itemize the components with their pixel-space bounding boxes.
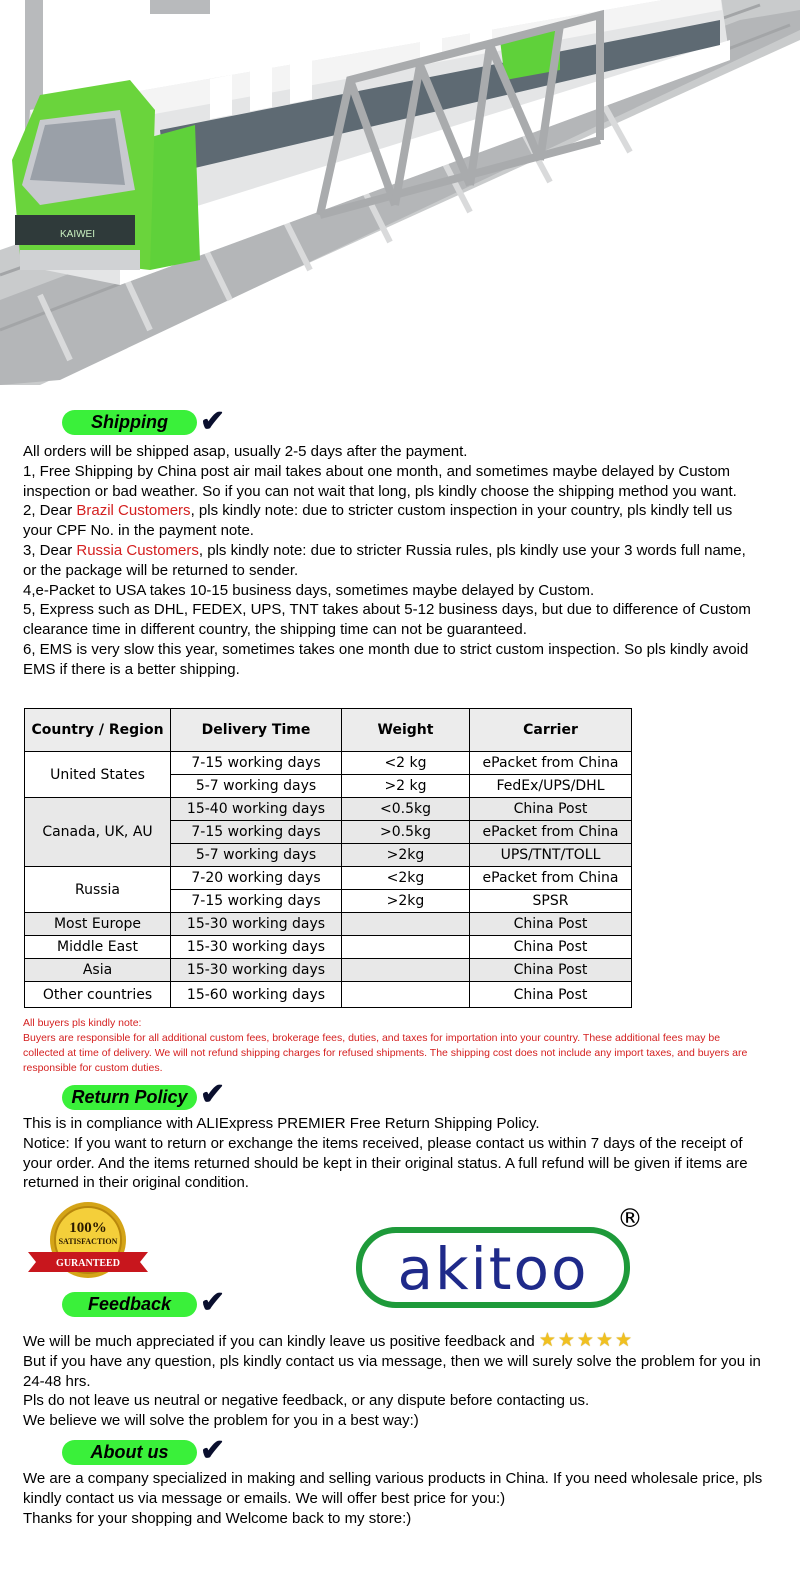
weight-cell — [342, 913, 470, 936]
about-line-2: Thanks for your shopping and Welcome back to my store:) — [23, 1509, 412, 1527]
weight-cell: >2kg — [342, 890, 470, 913]
carrier-cell: FedEx/UPS/DHL — [470, 775, 632, 798]
weight-cell: <2 kg — [342, 752, 470, 775]
weight-cell: >2 kg — [342, 775, 470, 798]
text-span: , pls kindly note: due to stricter custom inspection in your country, pls kindly tell us your CPF No. in the payment note. — [23, 502, 733, 540]
feedback-section-title: Feedback — [62, 1292, 197, 1317]
feedback-line-1 — [23, 1331, 763, 1352]
registered-mark: ® — [617, 1205, 643, 1234]
column-header: Carrier — [470, 709, 632, 752]
weight-cell: <2kg — [342, 867, 470, 890]
carrier-cell: China Post — [470, 959, 632, 982]
text-span: 2, Dear — [23, 502, 77, 520]
shipping-item-6: 6, EMS is very slow this year, sometimes takes one month due to strict custom inspection. So pls kindly avoid EMS if there is a better shipping. — [23, 640, 749, 678]
text-span: , pls kindly note: due to stricter Russia rules, pls kindly use your 3 words full name, or the package will be returned to sender. — [23, 541, 746, 579]
region-cell: Asia — [25, 959, 171, 982]
five-star-icon: ★★★★★ — [538, 1330, 635, 1351]
brazil-customers-highlight: Brazil Customers — [76, 502, 191, 520]
region-cell: Most Europe — [25, 913, 171, 936]
seal-ribbon-label: GURANTEED — [56, 1258, 120, 1269]
return-policy-line-1: This is in compliance with ALIExpress PREMIER Free Return Shipping Policy. — [23, 1115, 540, 1132]
shipping-item-3 — [23, 541, 763, 581]
checkmark-icon: ✔ — [200, 1434, 226, 1467]
time-cell: 7-20 working days — [171, 867, 342, 890]
satisfaction-guaranteed-seal — [28, 1200, 148, 1282]
brand-name: akitoo — [397, 1235, 589, 1303]
region-cell: Canada, UK, AU — [25, 798, 171, 867]
time-cell: 7-15 working days — [171, 821, 342, 844]
carrier-cell: China Post — [470, 913, 632, 936]
weight-cell: <0.5kg — [342, 798, 470, 821]
shipping-section-title: Shipping — [62, 410, 197, 435]
time-cell: 5-7 working days — [171, 844, 342, 867]
carrier-cell: China Post — [470, 798, 632, 821]
weight-cell: >0.5kg — [342, 821, 470, 844]
table-header-row — [25, 709, 632, 752]
carrier-cell: China Post — [470, 982, 632, 1008]
about-us-text — [23, 1469, 763, 1528]
checkmark-icon: ✔ — [200, 1078, 226, 1111]
weight-cell — [342, 936, 470, 959]
column-header: Weight — [342, 709, 470, 752]
return-policy-section-title: Return Policy — [62, 1085, 197, 1110]
column-header: Delivery Time — [171, 709, 342, 752]
region-cell: Middle East — [25, 936, 171, 959]
seal-percentage: 100% — [69, 1220, 107, 1236]
time-cell: 15-40 working days — [171, 798, 342, 821]
feedback-text — [23, 1331, 763, 1431]
time-cell: 7-15 working days — [171, 890, 342, 913]
buyer-note-heading: All buyers pls kindly note: — [23, 1017, 142, 1029]
time-cell: 15-30 working days — [171, 936, 342, 959]
shipping-intro: All orders will be shipped asap, usually 2-5 days after the payment. — [23, 443, 468, 460]
carrier-cell: China Post — [470, 936, 632, 959]
shipping-item-4: 4,e-Packet to USA takes 10-15 business days, sometimes maybe delayed by Custom. — [23, 581, 595, 599]
seal-satisfaction-label: SATISFACTION — [58, 1237, 118, 1246]
product-image — [0, 0, 800, 385]
svg-text:KAIWEI: KAIWEI — [60, 229, 96, 240]
feedback-line-4: We believe we will solve the problem for you in a best way:) — [23, 1412, 419, 1430]
time-cell: 5-7 working days — [171, 775, 342, 798]
time-cell: 15-60 working days — [171, 982, 342, 1008]
table-row — [25, 982, 632, 1008]
region-cell: Other countries — [25, 982, 171, 1008]
checkmark-icon: ✔ — [200, 405, 226, 438]
time-cell: 15-30 working days — [171, 959, 342, 982]
table-row — [25, 959, 632, 982]
carrier-cell: ePacket from China — [470, 821, 632, 844]
weight-cell — [342, 959, 470, 982]
text-span: 3, Dear — [23, 541, 77, 559]
table-row — [25, 867, 632, 890]
shipping-item-5: 5, Express such as DHL, FEDEX, UPS, TNT takes about 5-12 business days, but due to difference of Custom clearance time in different country, the shipping time can not be guaranteed. — [23, 601, 751, 639]
table-row — [25, 913, 632, 936]
table-row — [25, 798, 632, 821]
about-line-1: We are a company specialized in making and selling various products in China. If you need wholesale price, pls kindly contact us via message or emails. We will offer best price for you:) — [23, 1470, 763, 1507]
carrier-cell: ePacket from China — [470, 752, 632, 775]
return-policy-line-2: Notice: If you want to return or exchange the items received, please contact us within 7 days of the receipt of your order. And the items returned should be kept in their original status. A full refund will be given if items are returned in their original condition. — [23, 1134, 748, 1192]
text-span: We will be much appreciated if you can kindly leave us positive feedback and — [23, 1333, 535, 1350]
weight-cell: >2kg — [342, 844, 470, 867]
carrier-cell: UPS/TNT/TOLL — [470, 844, 632, 867]
russia-customers-highlight: Russia Customers — [76, 541, 199, 559]
return-policy-text — [23, 1114, 763, 1193]
weight-cell — [342, 982, 470, 1008]
shipping-item-2 — [23, 501, 763, 541]
shipping-text — [23, 442, 763, 680]
table-row — [25, 936, 632, 959]
time-cell: 7-15 working days — [171, 752, 342, 775]
table-row — [25, 752, 632, 775]
shipping-table — [24, 708, 632, 1008]
carrier-cell: SPSR — [470, 890, 632, 913]
carrier-cell: ePacket from China — [470, 867, 632, 890]
feedback-line-3: Pls do not leave us neutral or negative feedback, or any dispute before contacting us. — [23, 1392, 590, 1410]
about-us-section-title: About us — [62, 1440, 197, 1465]
buyer-note — [23, 1016, 753, 1076]
region-cell: United States — [25, 752, 171, 798]
buyer-note-body: Buyers are responsible for all additional custom fees, brokerage fees, duties, and taxes for importation into your country. These additional fees may be collected at time of delivery. We will not refund shipping charges for refused shipments. The shipping cost does not include any import taxes, and buyers are responsible for custom duties. — [23, 1032, 748, 1074]
column-header: Country / Region — [25, 709, 171, 752]
time-cell: 15-30 working days — [171, 913, 342, 936]
toy-train-illustration — [0, 0, 800, 385]
shipping-item-1: 1, Free Shipping by China post air mail takes about one month, and sometimes maybe delayed by Custom inspection or bad weather. So if you can not wait that long, pls kindly choose the shipping method you want. — [23, 462, 737, 500]
region-cell: Russia — [25, 867, 171, 913]
akitoo-brand-logo — [355, 1205, 650, 1310]
feedback-line-2: But if you have any question, pls kindly contact us via message, then we will surely solve the problem for you in 24-48 hrs. — [23, 1352, 761, 1390]
checkmark-icon: ✔ — [200, 1286, 226, 1319]
